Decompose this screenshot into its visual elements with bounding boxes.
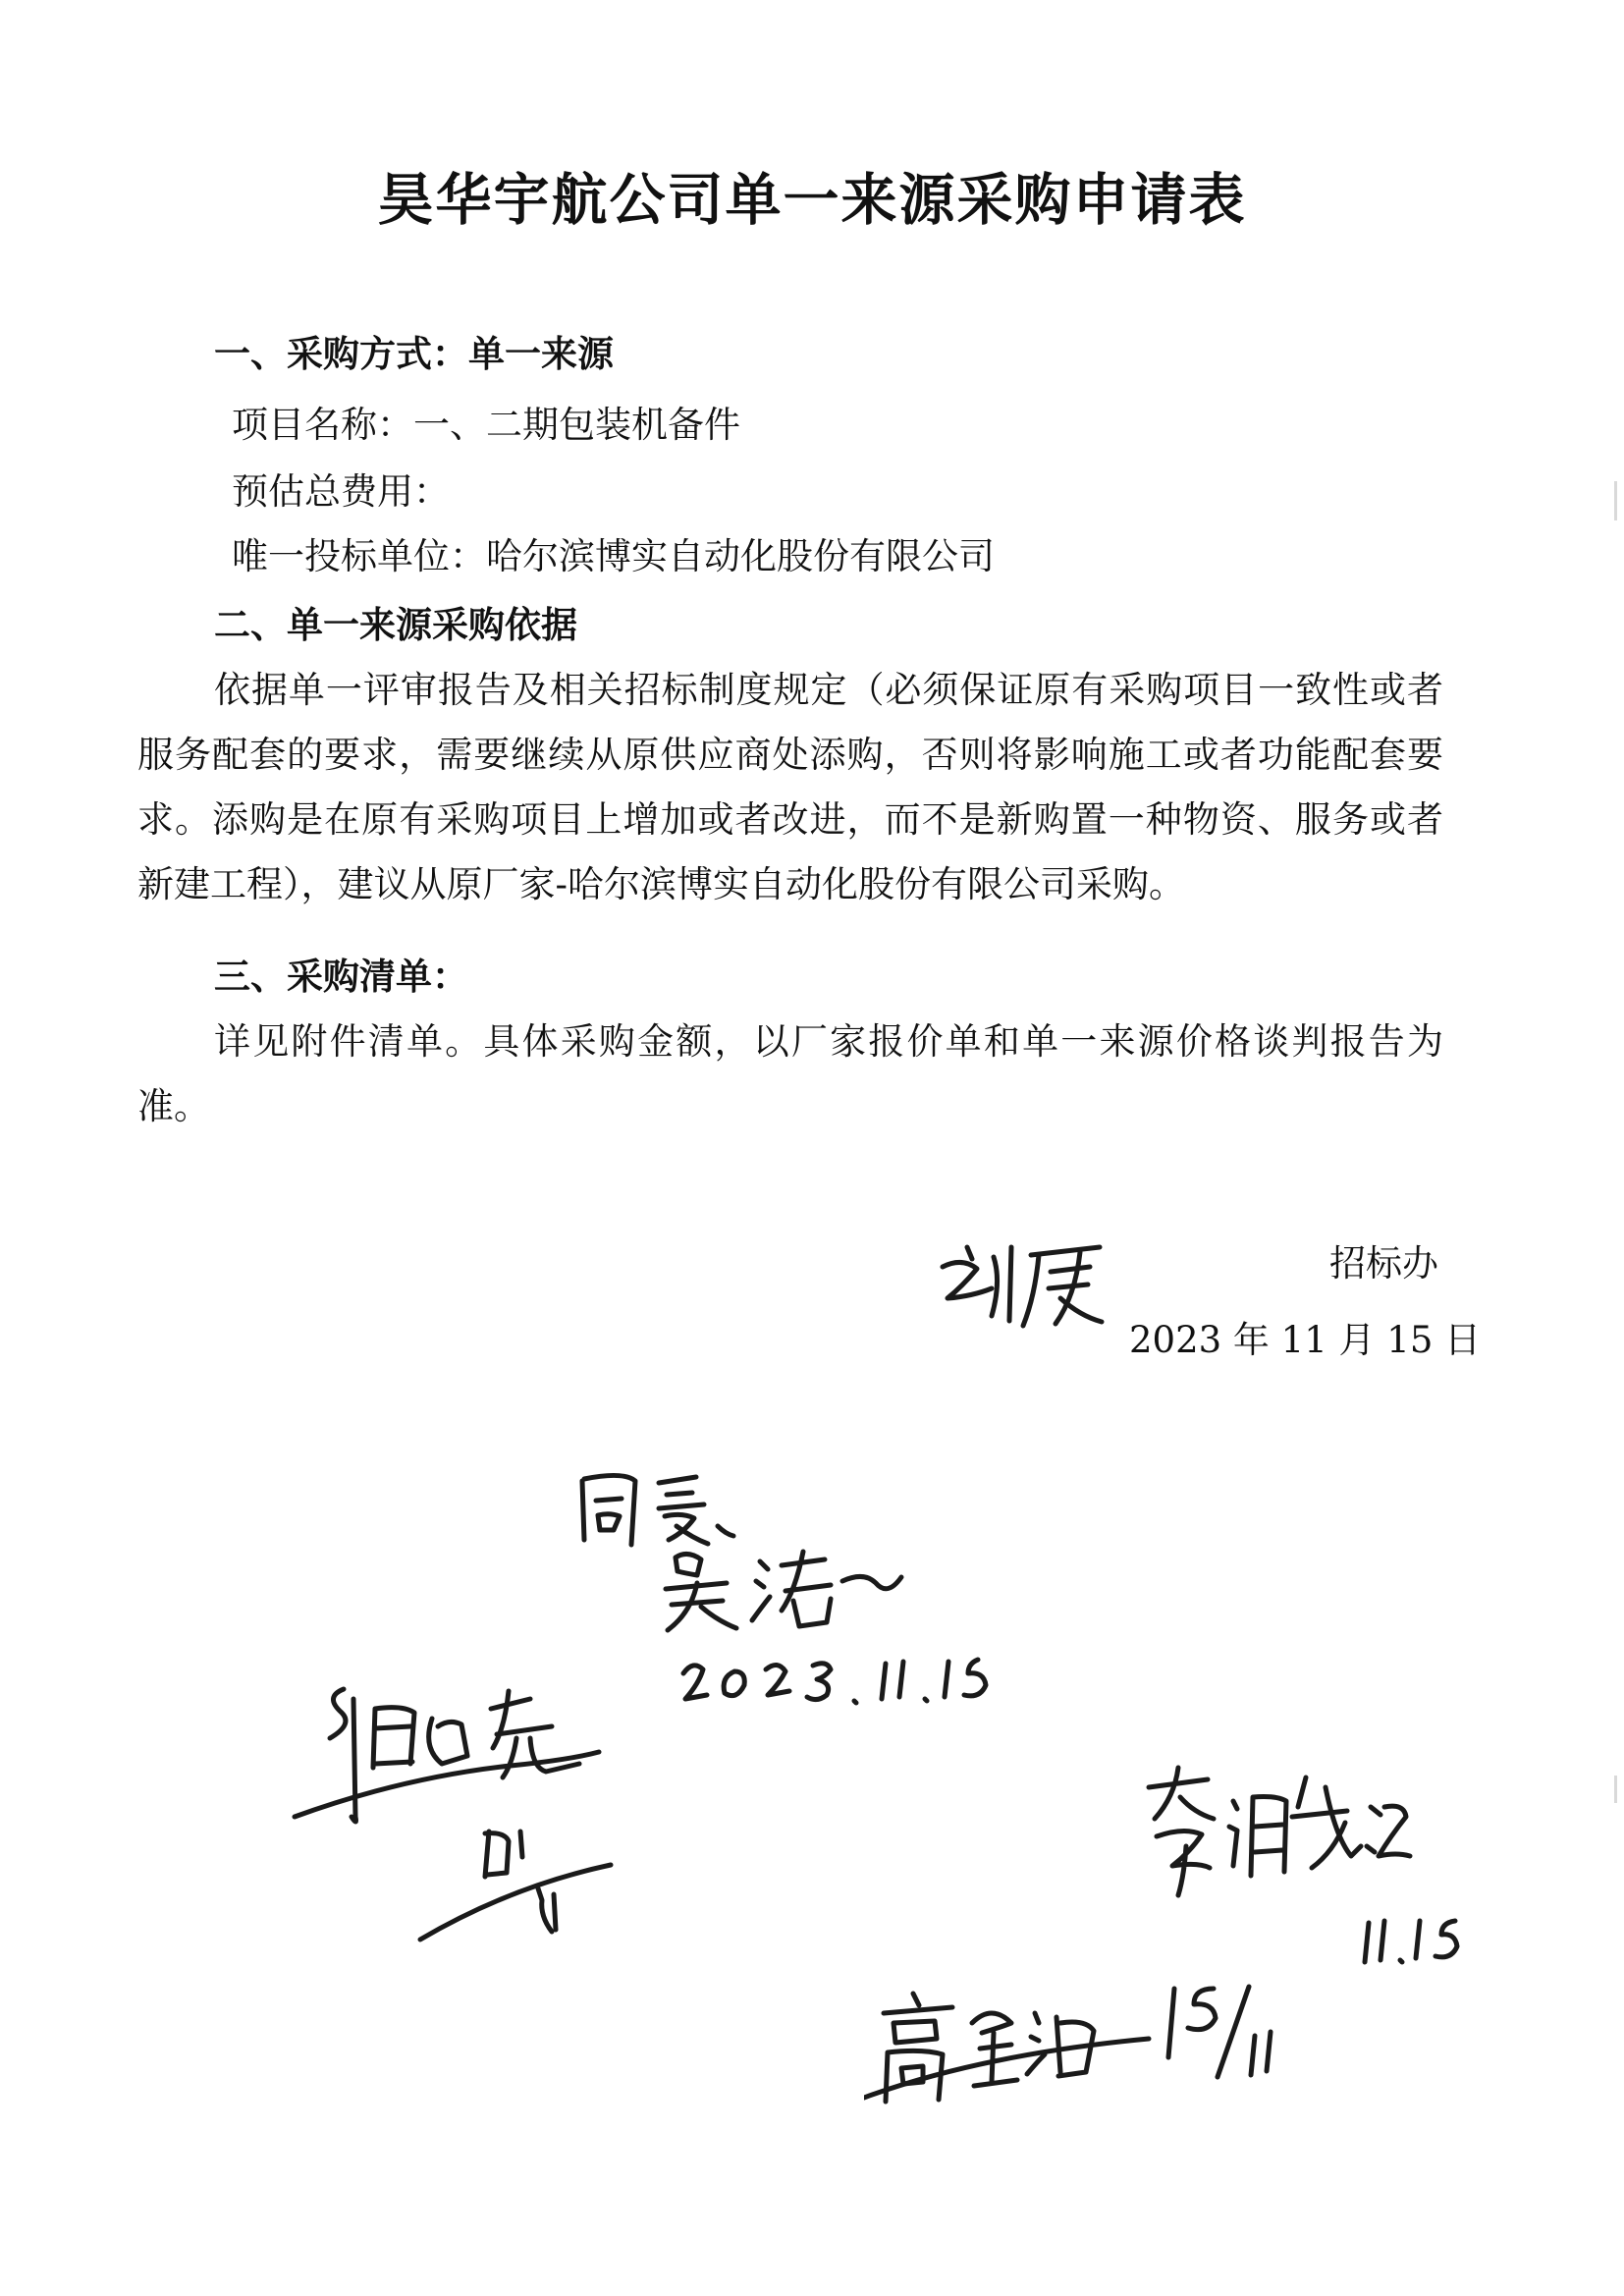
sole-bidder-line: 唯一投标单位：哈尔滨博实自动化股份有限公司 <box>232 535 995 577</box>
scan-edge-mark <box>1614 1776 1617 1803</box>
handwritten-signature-3 <box>285 1669 609 1846</box>
handwritten-signature-2 <box>658 1542 913 1640</box>
handwritten-date-3 <box>1159 1979 1286 2087</box>
section3-body: 详见附件清单。具体采购金额，以厂家报价单和单一来源价格谈判报告为准。 <box>137 1020 1443 1127</box>
section1-heading: 一、采购方式：单一来源 <box>214 333 614 375</box>
handwritten-signature-5 <box>1139 1758 1414 1905</box>
handwritten-signature-6 <box>864 1984 1159 2121</box>
handwritten-signature-1 <box>933 1228 1110 1336</box>
section3-heading: 三、采购清单： <box>214 956 468 998</box>
section2-body: 依据单一评审报告及相关招标制度规定（必须保证原有采购项目一致性或者服务配套的要求，需要继续从原供应商处添购，否则将影响施工或者功能配套要求。添购是在原有采购项目上增加或者改进，而不是新购置一种物资、服务或者新建工程），建议从原厂家-哈尔滨博实自动化股份有限公司采购。 <box>137 669 1443 905</box>
project-name-line: 项目名称：一、二期包装机备件 <box>232 404 740 446</box>
estimated-cost-line: 预估总费用： <box>232 470 450 513</box>
handwritten-signature-4 <box>412 1822 619 1949</box>
issuing-department: 招标办 <box>1329 1242 1438 1285</box>
section2-heading: 二、单一来源采购依据 <box>214 604 577 646</box>
handwritten-date-1 <box>677 1650 1001 1719</box>
document-date: 2023 年 11 月 15 日 <box>1129 1319 1482 1361</box>
document-title: 昊华宇航公司单一来源采购申请表 <box>377 168 1247 233</box>
scan-edge-mark <box>1614 481 1617 520</box>
handwritten-date-2 <box>1357 1915 1465 1974</box>
